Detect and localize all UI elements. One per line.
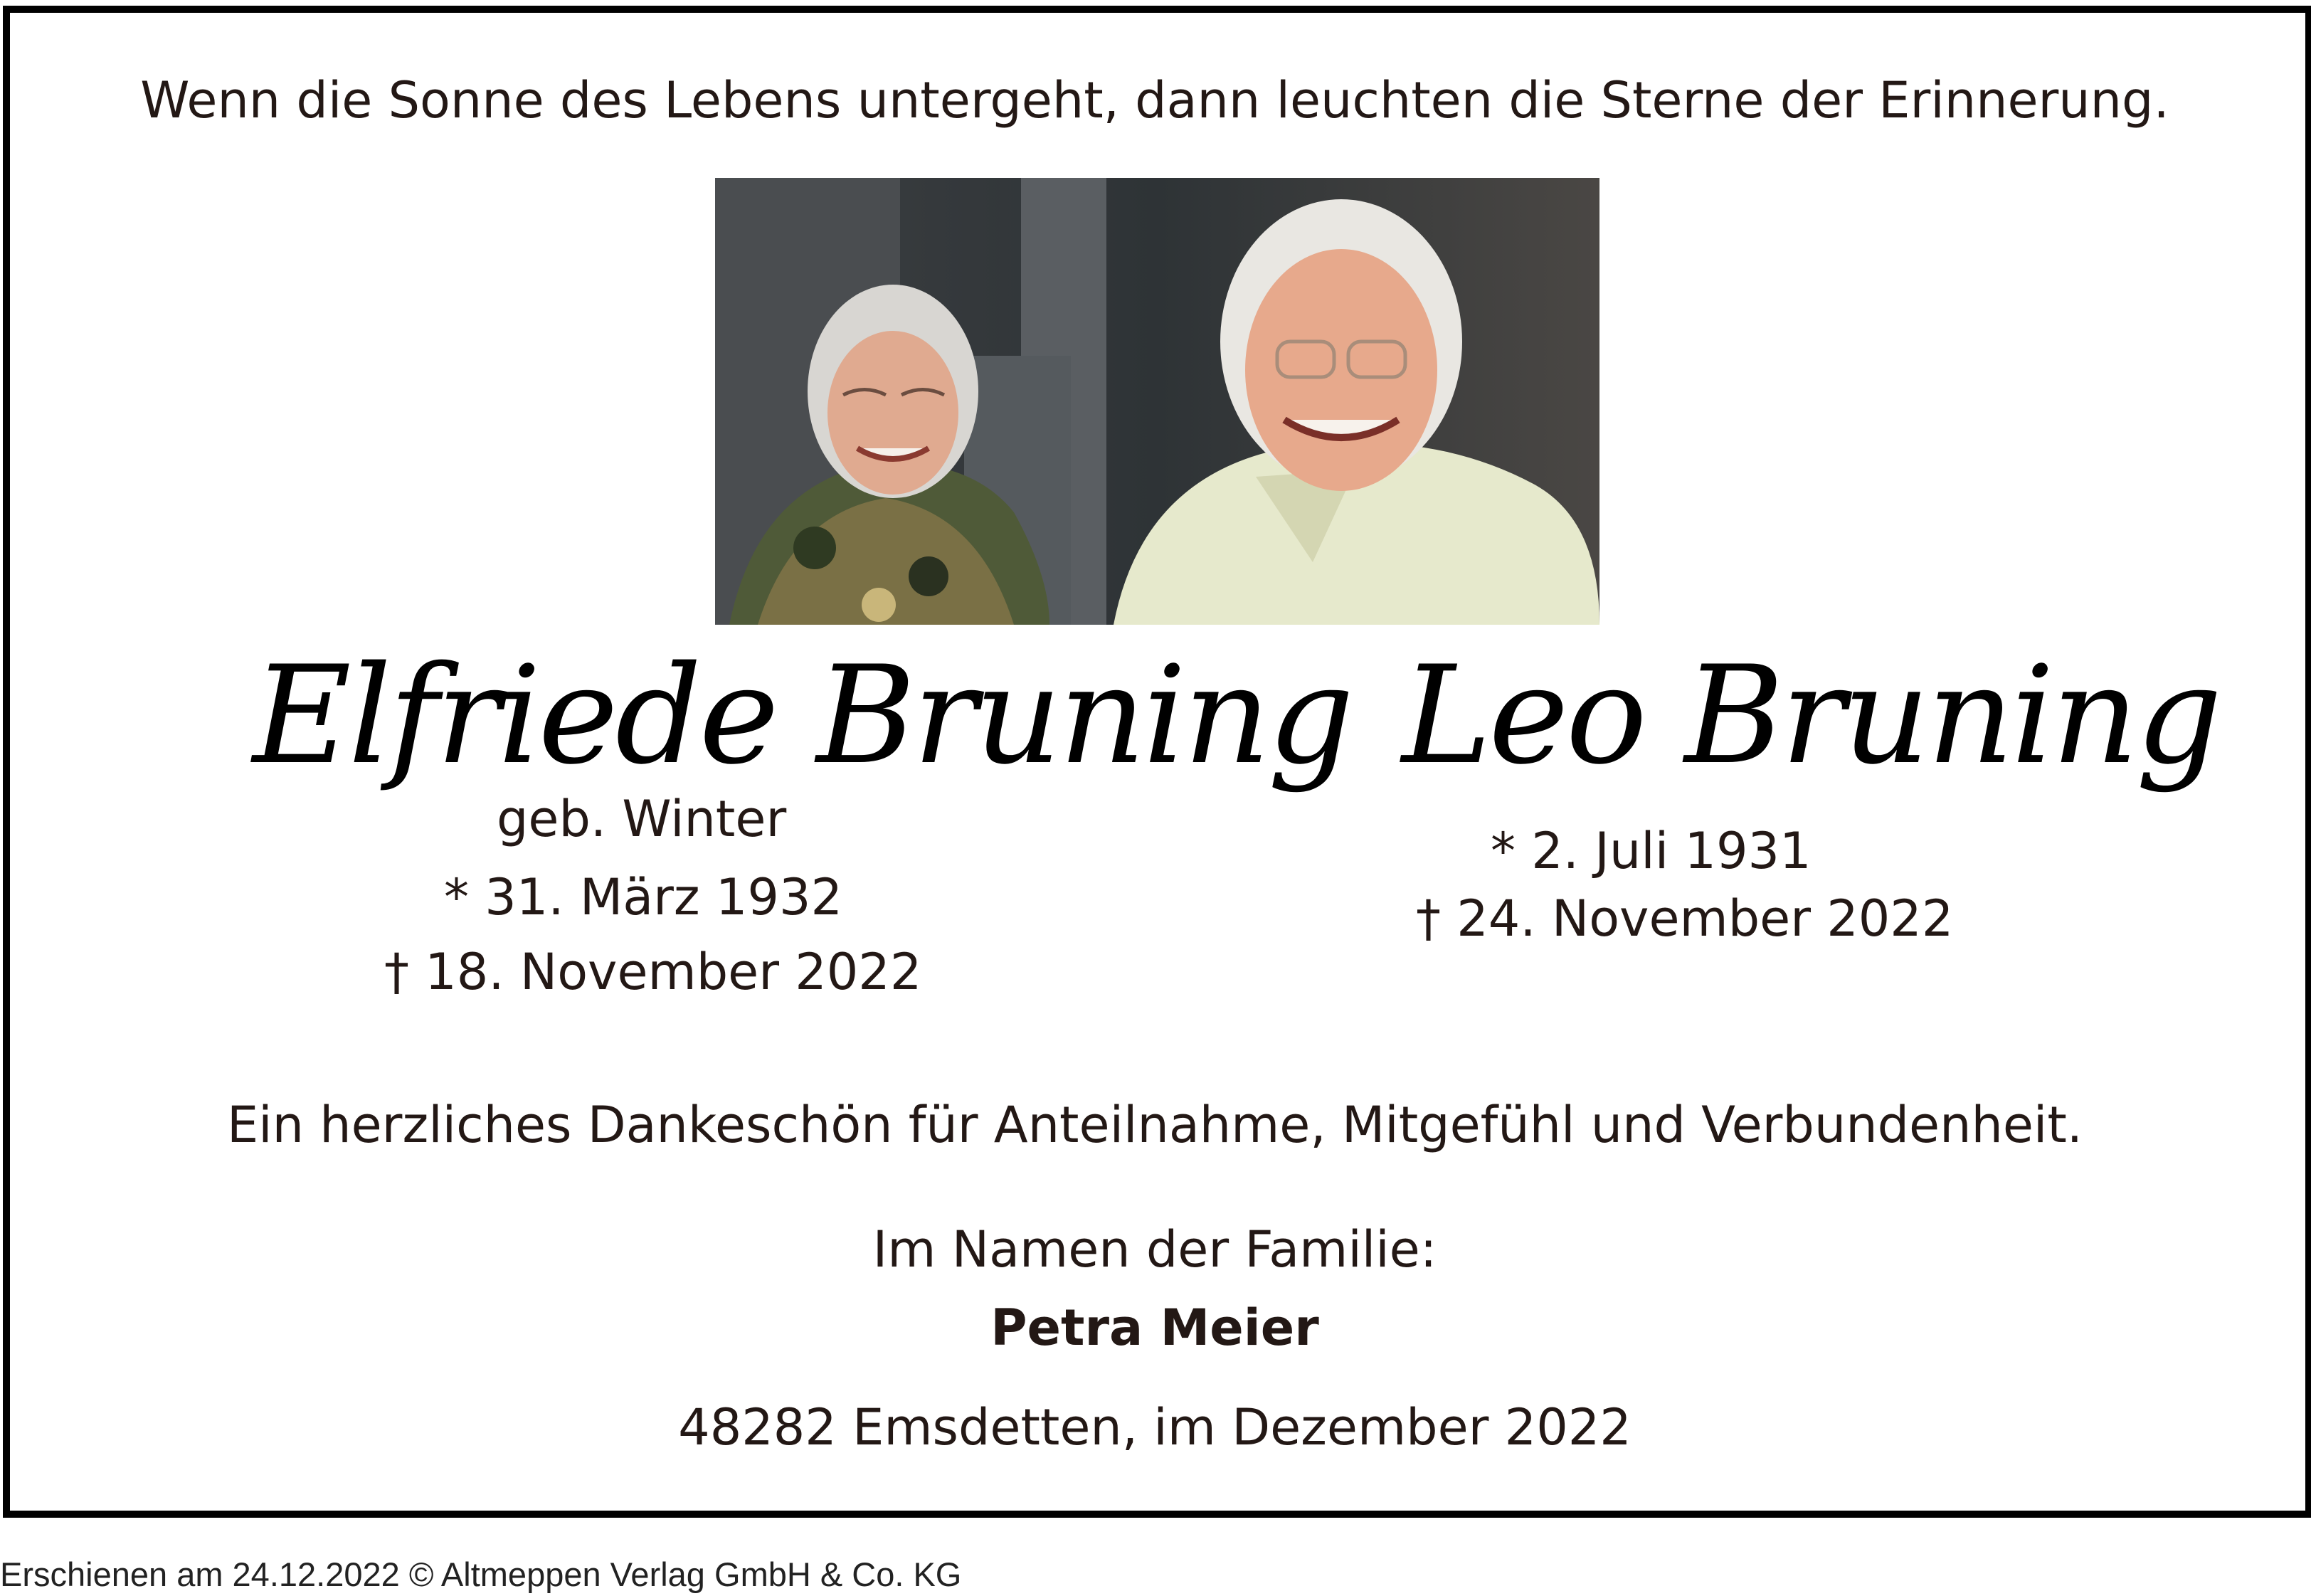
publication-footer: Erschienen am 24.12.2022 © Altmeppen Verlag GmbH & Co. KG (0, 1555, 962, 1593)
thanks-text: Ein herzliches Dankeschön für Anteilnahme, Mitgefühl und Verbundenheit. (226, 1096, 2083, 1154)
person-name-elfriede: Elfriede Bruning (253, 637, 1352, 794)
portrait-photo-graphic (715, 178, 1599, 625)
person-death-date: † 24. November 2022 (1416, 889, 1954, 948)
place-date-text: 48282 Emsdetten, im Dezember 2022 (678, 1398, 1632, 1457)
person-death-date: † 18. November 2022 (384, 943, 922, 1001)
portrait-photo-icon (715, 178, 1599, 625)
person-birth-date: * 2. Juli 1931 (1491, 822, 1812, 880)
motto-text: Wenn die Sonne des Lebens untergeht, dann leuchten die Sterne der Erinnerung. (140, 71, 2169, 130)
person-maiden-name: geb. Winter (497, 790, 787, 848)
signer-name: Petra Meier (990, 1299, 1319, 1357)
person-birth-date: * 31. März 1932 (444, 868, 843, 926)
on-behalf-text: Im Namen der Familie: (872, 1220, 1437, 1279)
person-name-leo: Leo Bruning (1402, 637, 2220, 794)
